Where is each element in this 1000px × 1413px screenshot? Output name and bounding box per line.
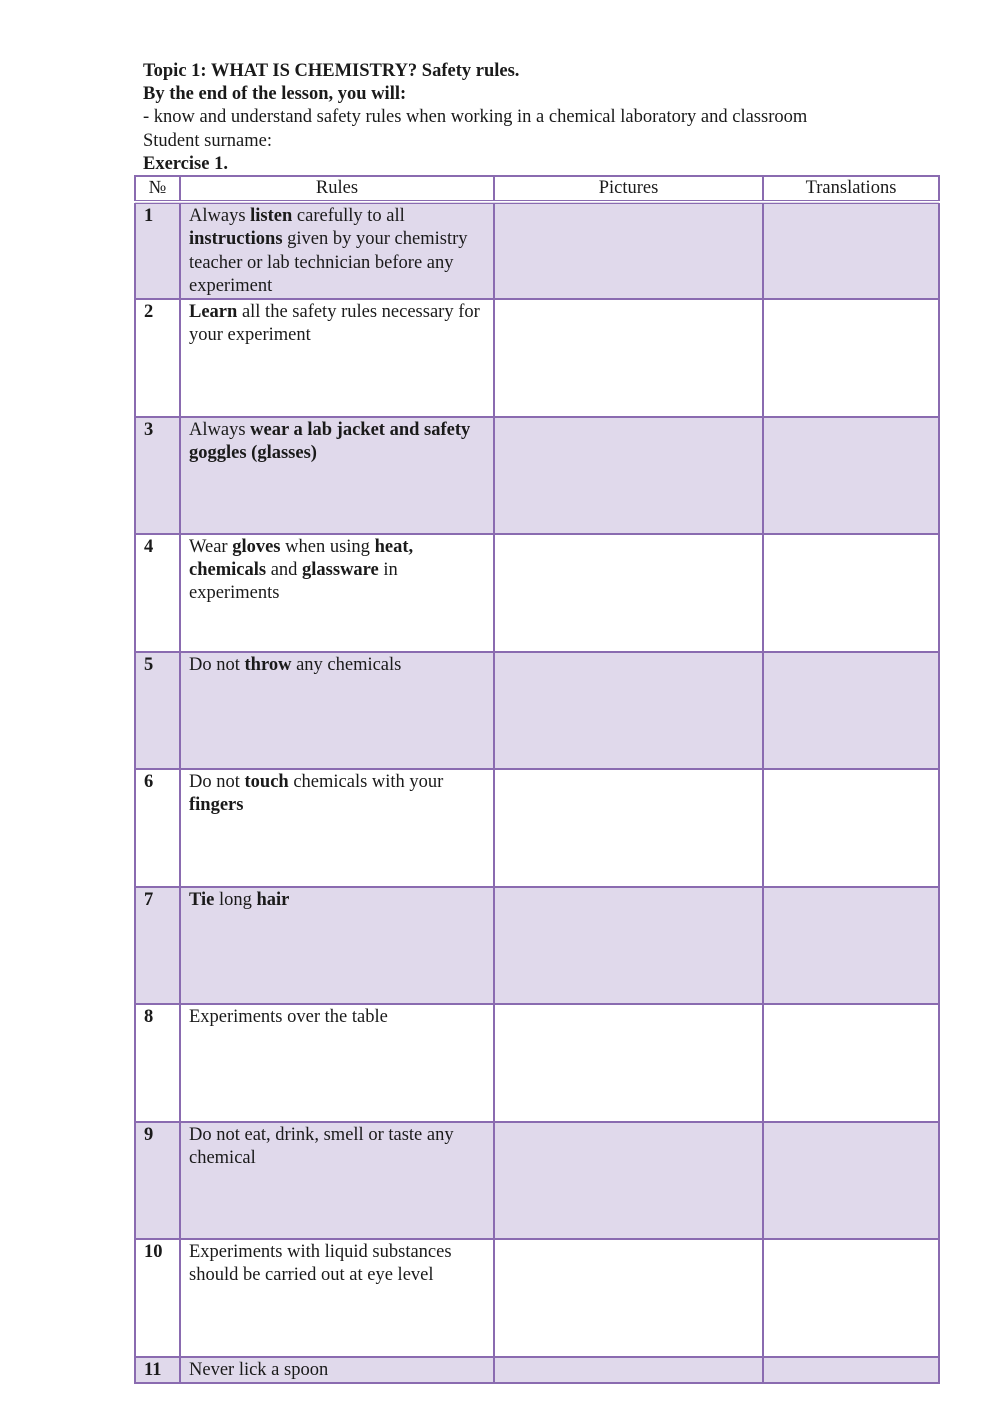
rule-keyword: touch (244, 772, 289, 793)
rule-segment: chemicals with your (288, 772, 444, 793)
rule-keyword: instructions (189, 229, 283, 250)
row-number: 3 (135, 417, 180, 535)
rule-keyword: fingers (189, 795, 244, 816)
rule-text (180, 1004, 494, 1122)
picture-cell[interactable] (494, 299, 763, 417)
table-row (135, 1357, 939, 1383)
rule-segment: Experiments over the table (189, 1007, 388, 1028)
rule-segment: Wear (189, 537, 233, 558)
row-number: 1 (135, 202, 180, 299)
translation-cell[interactable] (763, 417, 939, 535)
rule-segment: and (266, 560, 303, 581)
worksheet-header (143, 60, 943, 176)
row-number: 6 (135, 769, 180, 887)
table-row (135, 534, 939, 652)
rule-segment: when using (280, 537, 375, 558)
rule-segment: all the safety rules necessary for your experiment (189, 302, 480, 346)
column-header-pictures: Pictures (494, 176, 763, 202)
rule-segment: Experiments with liquid substances should be carried out at eye level (189, 1242, 452, 1286)
table-row (135, 202, 939, 299)
rule-segment: long (214, 889, 257, 910)
rule-keyword: gloves (232, 537, 281, 558)
translation-cell[interactable] (763, 1239, 939, 1357)
column-header-rules: Rules (180, 176, 494, 202)
rule-text (180, 1357, 494, 1383)
rule-text (180, 652, 494, 770)
picture-cell[interactable] (494, 417, 763, 535)
rule-keyword: throw (244, 654, 292, 675)
row-number: 9 (135, 1122, 180, 1240)
rule-text (180, 1239, 494, 1357)
table-body (135, 202, 939, 1383)
rule-keyword: hair (256, 889, 290, 910)
rule-segment: Never lick a spoon (189, 1359, 329, 1380)
rule-keyword: glassware (302, 560, 379, 581)
rule-keyword: wear a lab jacket and safety goggles (glasses) (189, 419, 471, 463)
topic-title: Topic 1: WHAT IS CHEMISTRY? Safety rules. (143, 61, 520, 81)
translation-cell[interactable] (763, 299, 939, 417)
table-row (135, 299, 939, 417)
column-header-number: № (135, 176, 180, 202)
picture-cell[interactable] (494, 534, 763, 652)
table-header-row (135, 176, 939, 202)
row-number: 7 (135, 887, 180, 1005)
rule-segment: carefully to all (292, 206, 405, 227)
rule-segment: Do not eat, drink, smell or taste any chemical (189, 1124, 454, 1168)
table-row (135, 417, 939, 535)
picture-cell[interactable] (494, 202, 763, 299)
table-row (135, 1004, 939, 1122)
picture-cell[interactable] (494, 1357, 763, 1383)
row-number: 5 (135, 652, 180, 770)
row-number: 4 (135, 534, 180, 652)
translation-cell[interactable] (763, 887, 939, 1005)
table-row (135, 887, 939, 1005)
picture-cell[interactable] (494, 652, 763, 770)
row-number: 11 (135, 1357, 180, 1383)
picture-cell[interactable] (494, 887, 763, 1005)
objective-text: - know and understand safety rules when working in a chemical laboratory and classroom (143, 107, 808, 128)
rule-keyword: Tie (189, 889, 215, 910)
rule-segment: Always (189, 419, 251, 440)
rule-text (180, 202, 494, 299)
translation-cell[interactable] (763, 202, 939, 299)
rule-segment: Do not (189, 772, 245, 793)
translation-cell[interactable] (763, 1004, 939, 1122)
translation-cell[interactable] (763, 652, 939, 770)
rule-text (180, 534, 494, 652)
translation-cell[interactable] (763, 1122, 939, 1240)
picture-cell[interactable] (494, 769, 763, 887)
rule-keyword: listen (250, 206, 293, 227)
row-number: 2 (135, 299, 180, 417)
table-row (135, 769, 939, 887)
translation-cell[interactable] (763, 1357, 939, 1383)
rule-text (180, 887, 494, 1005)
student-surname-label: Student surname: (143, 130, 272, 151)
translation-cell[interactable] (763, 769, 939, 887)
table-row (135, 1122, 939, 1240)
rule-text (180, 1122, 494, 1240)
rule-keyword: Learn (189, 302, 238, 323)
row-number: 10 (135, 1239, 180, 1357)
rule-text (180, 299, 494, 417)
rule-segment: given by your chemistry teacher or lab technician before any experiment (189, 229, 468, 296)
rule-segment: Always (189, 206, 251, 227)
objective-heading: By the end of the lesson, you will: (143, 84, 407, 105)
rule-keyword: heat, chemicals (189, 537, 414, 581)
table-row (135, 652, 939, 770)
translation-cell[interactable] (763, 534, 939, 652)
exercise-label: Exercise 1. (143, 153, 228, 174)
picture-cell[interactable] (494, 1239, 763, 1357)
safety-rules-table (134, 175, 940, 1384)
rule-text (180, 417, 494, 535)
rule-text (180, 769, 494, 887)
rule-segment: Do not (189, 654, 245, 675)
picture-cell[interactable] (494, 1004, 763, 1122)
rule-segment: in experiments (189, 560, 398, 604)
table-row (135, 1239, 939, 1357)
column-header-translations: Translations (763, 176, 939, 202)
row-number: 8 (135, 1004, 180, 1122)
rule-segment: any chemicals (291, 654, 402, 675)
picture-cell[interactable] (494, 1122, 763, 1240)
